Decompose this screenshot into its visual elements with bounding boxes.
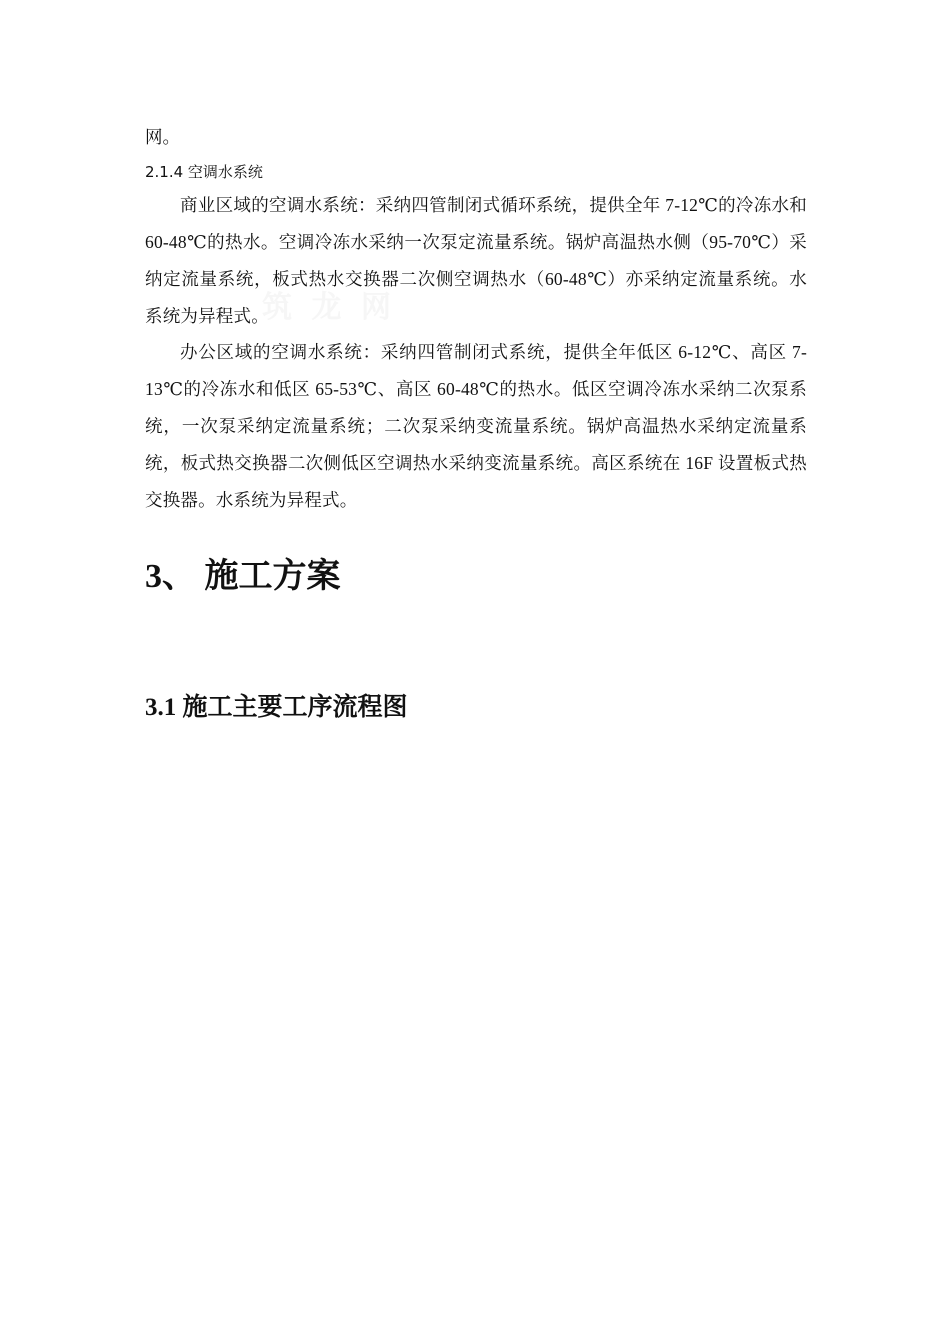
section-3-heading: 3、 施工方案 — [145, 558, 341, 595]
office-water-system-paragraph: 办公区域的空调水系统：采纳四管制闭式系统，提供全年低区 6-12℃、高区 7-13℃的冷冻水和低区 65-53℃、高区 60-48℃的热水。低区空调冷冻水采纳二次泵系统，一次泵采纳定流量系统；二次泵采纳变流量系统。锅炉高温热水采纳定流量系统，板式热交换器二次侧低区空调热水采纳变流量系统。高区系统在 16F 设置板式热交换器。水系统为异程式。 — [145, 342, 807, 510]
watermark: 筑 龙 网 — [262, 291, 397, 324]
section-3-1-heading: 3.1 施工主要工序流程图 — [145, 694, 408, 721]
commercial-water-system-paragraph: 商业区域的空调水系统：采纳四管制闭式循环系统，提供全年 7-12℃的冷冻水和 60-48℃的热水。空调冷冻水采纳一次泵定流量系统。锅炉高温热水侧（95-70℃）采纳定流量系统，板式热水交换器二次侧空调热水（60-48℃）亦采纳定流量系统。水系统为异程式。 — [145, 195, 807, 326]
continuation-fragment: 网。 — [145, 127, 180, 147]
section-2-1-4-heading: 2.1.4 空调水系统 — [145, 163, 263, 181]
